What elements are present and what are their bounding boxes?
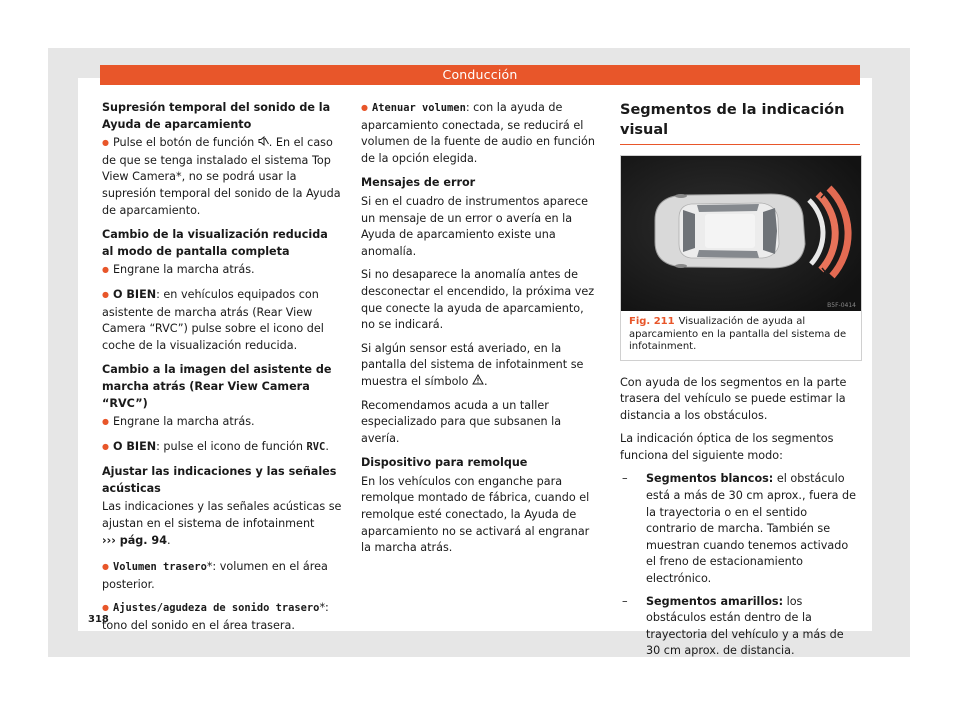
list-item-white: – Segmentos blancos: el obstáculo está a más de 30 cm aprox., fuera de la trayectoria o en el sentido contrario de marcha. También se muestran cuando tenemos activado el freno de estacionamiento electrónico. — [622, 472, 857, 586]
bullet-tone-rear: ● Ajustes/agudeza de sonido trasero*: tono del sonido en el área trasera. — [102, 600, 342, 634]
bullet-mute: ● Pulse el botón de función . En el caso de que se tenga instalado el sistema Top View Camera*, no se podrá usar la supresión temporal del sonido de la Ayuda de aparcamiento. — [102, 135, 342, 219]
heading-adjust: Ajustar las indicaciones y las señales acústicas — [102, 465, 337, 495]
para-adjust: Las indicaciones y las señales acústicas se ajustan en el sistema de infotainment ››› pág. 94. — [102, 500, 342, 547]
heading-fullscreen: Cambio de la visualización reducida al modo de pantalla completa — [102, 228, 328, 258]
column-1 — [102, 100, 342, 642]
bullet-volume-rear: ● Volumen trasero*: volumen en el área posterior. — [102, 559, 342, 593]
car-top-view — [655, 194, 805, 268]
speaker-crossed-icon — [258, 138, 269, 149]
warning-triangle-icon — [472, 375, 484, 388]
section-title: Segmentos de la indicación visual — [620, 100, 860, 145]
page-number: 318 — [88, 614, 109, 625]
bullet-or-2: ● O BIEN: pulse el icono de función RVC. — [102, 439, 342, 457]
figure-caption: Fig. 211 Visualización de ayuda al aparcamiento en la pantalla del sistema de infotainment. — [629, 316, 847, 352]
para-error-1: Si en el cuadro de instrumentos aparece un mensaje de un error o avería en la Ayuda de aparcamiento existe una anomalía. — [361, 194, 589, 258]
page-reference[interactable]: ››› pág. 94 — [102, 533, 168, 547]
parking-display-figure — [621, 156, 861, 311]
bullet-attenuate: ● Atenuar volumen: con la ayuda de aparcamiento conectada, se reducirá el volumen de la fuente de audio en función de la opción elegida. — [361, 100, 601, 167]
column-2 — [361, 100, 601, 564]
heading-mute: Supresión temporal del sonido de la Ayuda de aparcamiento — [102, 101, 331, 131]
figure-code: B5F-0414 — [827, 302, 856, 309]
heading-trailer: Dispositivo para remolque — [361, 456, 528, 470]
para-error-3: Si algún sensor está averiado, en la pantalla del sistema de infotainment se muestra el símbolo . — [361, 341, 584, 388]
para-error-4: Recomendamos acuda a un taller especializado para que subsanen la avería. — [361, 398, 562, 445]
bullet-reverse-1: ● Engrane la marcha atrás. — [102, 262, 342, 280]
heading-rvc: Cambio a la imagen del asistente de marcha atrás (Rear View Camera “RVC”) — [102, 363, 332, 410]
para-segments-1: Con ayuda de los segmentos en la parte trasera del vehículo se puede estimar la distancia a los obstáculos. — [620, 375, 847, 422]
para-trailer: En los vehículos con enganche para remolque montado de fábrica, cuando el remolque esté conectado, la Ayuda de aparcamiento no se activará al engranar la marcha atrás. — [361, 474, 590, 555]
para-segments-2: La indicación óptica de los segmentos funciona del siguiente modo: — [620, 432, 834, 462]
bullet-reverse-2: ● Engrane la marcha atrás. — [102, 414, 342, 432]
list-item-yellow: – Segmentos amarillos: los obstáculos están dentro de la trayectoria del vehículo y a más de 30 cm aprox. de distancia. — [622, 594, 844, 658]
column-3 — [620, 100, 860, 666]
chapter-header: Conducción — [100, 65, 860, 85]
heading-errors: Mensajes de error — [361, 176, 476, 190]
bullet-or-1: ● O BIEN: en vehículos equipados con asistente de marcha atrás (Rear View Camera “RVC”) pulse sobre el icono del coche de la visualización reducida. — [102, 287, 342, 354]
figure-box — [620, 155, 862, 361]
para-error-2: Si no desaparece la anomalía antes de desconectar el encendido, la próxima vez que conecte la ayuda de aparcamiento, no se indicará. — [361, 268, 595, 332]
